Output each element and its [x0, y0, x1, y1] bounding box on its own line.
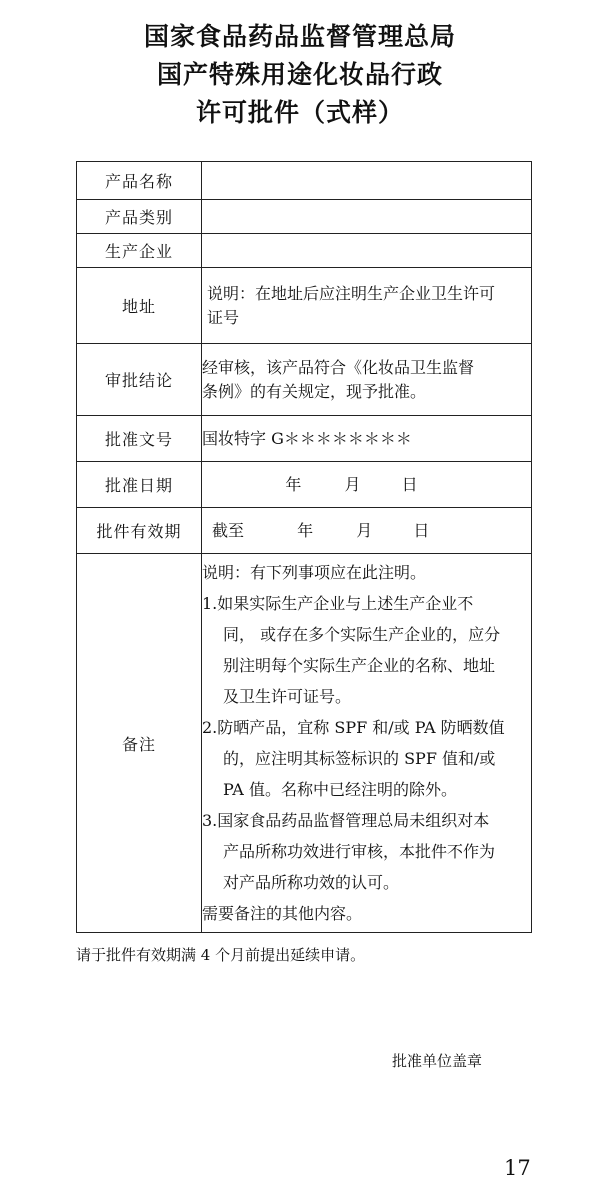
field-product-category[interactable]	[202, 200, 532, 234]
row-manufacturer	[77, 234, 532, 268]
field-manufacturer[interactable]	[202, 234, 532, 268]
title-line-1: 国家食品药品监督管理总局	[143, 22, 456, 51]
label-conclusion: 审批结论	[77, 344, 202, 416]
validity-day: 日	[413, 520, 430, 540]
title-line-2: 国产特殊用途化妆品行政	[156, 60, 443, 89]
approval-date-year: 年	[285, 474, 302, 494]
validity-year: 年	[297, 520, 314, 540]
label-approval-date: 批准日期	[77, 462, 202, 508]
label-manufacturer: 生产企业	[77, 234, 202, 268]
permit-form-table	[76, 161, 532, 933]
remarks-item-2-line-2: 的，应注明其标签标识的 SPF 值和/或	[223, 749, 496, 768]
remarks-intro: 说明：有下列事项应在此注明。	[202, 563, 427, 582]
remarks-item-3-line-3: 对产品所称功效的认可。	[223, 873, 400, 892]
remarks-item-3-line-1: 3.国家食品药品监督管理总局未组织对本	[202, 811, 490, 830]
remarks-outro: 需要备注的其他内容。	[202, 904, 363, 923]
field-approval-number: 国妆特字 G＊＊＊＊＊＊＊＊	[202, 416, 532, 462]
approval-date-month: 月	[344, 474, 361, 494]
label-remarks: 备注	[77, 554, 202, 933]
remarks-item-2-line-1: 2.防晒产品，宜称 SPF 和/或 PA 防晒数值	[202, 718, 505, 737]
stamp-label: 批准单位盖章	[392, 1052, 483, 1070]
row-approval-date	[77, 462, 532, 508]
renewal-footnote: 请于批件有效期满 4 个月前提出延续申请。	[76, 946, 366, 964]
validity-prefix: 截至	[212, 520, 245, 540]
label-approval-number: 批准文号	[77, 416, 202, 462]
remarks-item-1-line-2: 同， 或存在多个实际生产企业的，应分	[223, 625, 501, 644]
field-conclusion	[202, 344, 532, 416]
label-validity: 批件有效期	[77, 508, 202, 554]
field-approval-date[interactable]	[202, 462, 532, 508]
address-note-line-2: 证号	[207, 307, 240, 327]
label-address: 地址	[77, 268, 202, 344]
validity-month: 月	[356, 520, 373, 540]
remarks-item-1-line-3: 别注明每个实际生产企业的名称、地址	[223, 656, 496, 675]
field-address[interactable]	[202, 268, 532, 344]
row-address	[77, 268, 532, 344]
remarks-item-2-line-3: PA 值。名称中已经注明的除外。	[223, 780, 457, 799]
row-product-category	[77, 200, 532, 234]
conclusion-line-1: 经审核，该产品符合《化妆品卫生监督	[202, 357, 475, 377]
document-title	[0, 18, 600, 132]
page-number: 17	[504, 1156, 531, 1180]
title-line-3: 许可批件（式样）	[195, 98, 404, 127]
remarks-item-1-line-4: 及卫生许可证号。	[223, 687, 352, 706]
field-product-name[interactable]	[202, 162, 532, 200]
row-product-name	[77, 162, 532, 200]
conclusion-line-2: 条例》的有关规定，现予批准。	[202, 381, 427, 401]
label-product-name: 产品名称	[77, 162, 202, 200]
row-validity	[77, 508, 532, 554]
row-approval-number	[77, 416, 532, 462]
row-conclusion	[77, 344, 532, 416]
row-remarks	[77, 554, 532, 933]
label-product-category: 产品类别	[77, 200, 202, 234]
remarks-item-1-line-1: 1.如果实际生产企业与上述生产企业不	[202, 594, 474, 613]
remarks-item-3-line-2: 产品所称功效进行审核，本批件不作为	[223, 842, 496, 861]
address-note-line-1: 说明：在地址后应注明生产企业卫生许可	[207, 283, 496, 303]
field-remarks[interactable]	[202, 554, 532, 933]
field-validity[interactable]	[202, 508, 532, 554]
approval-date-day: 日	[401, 474, 418, 494]
